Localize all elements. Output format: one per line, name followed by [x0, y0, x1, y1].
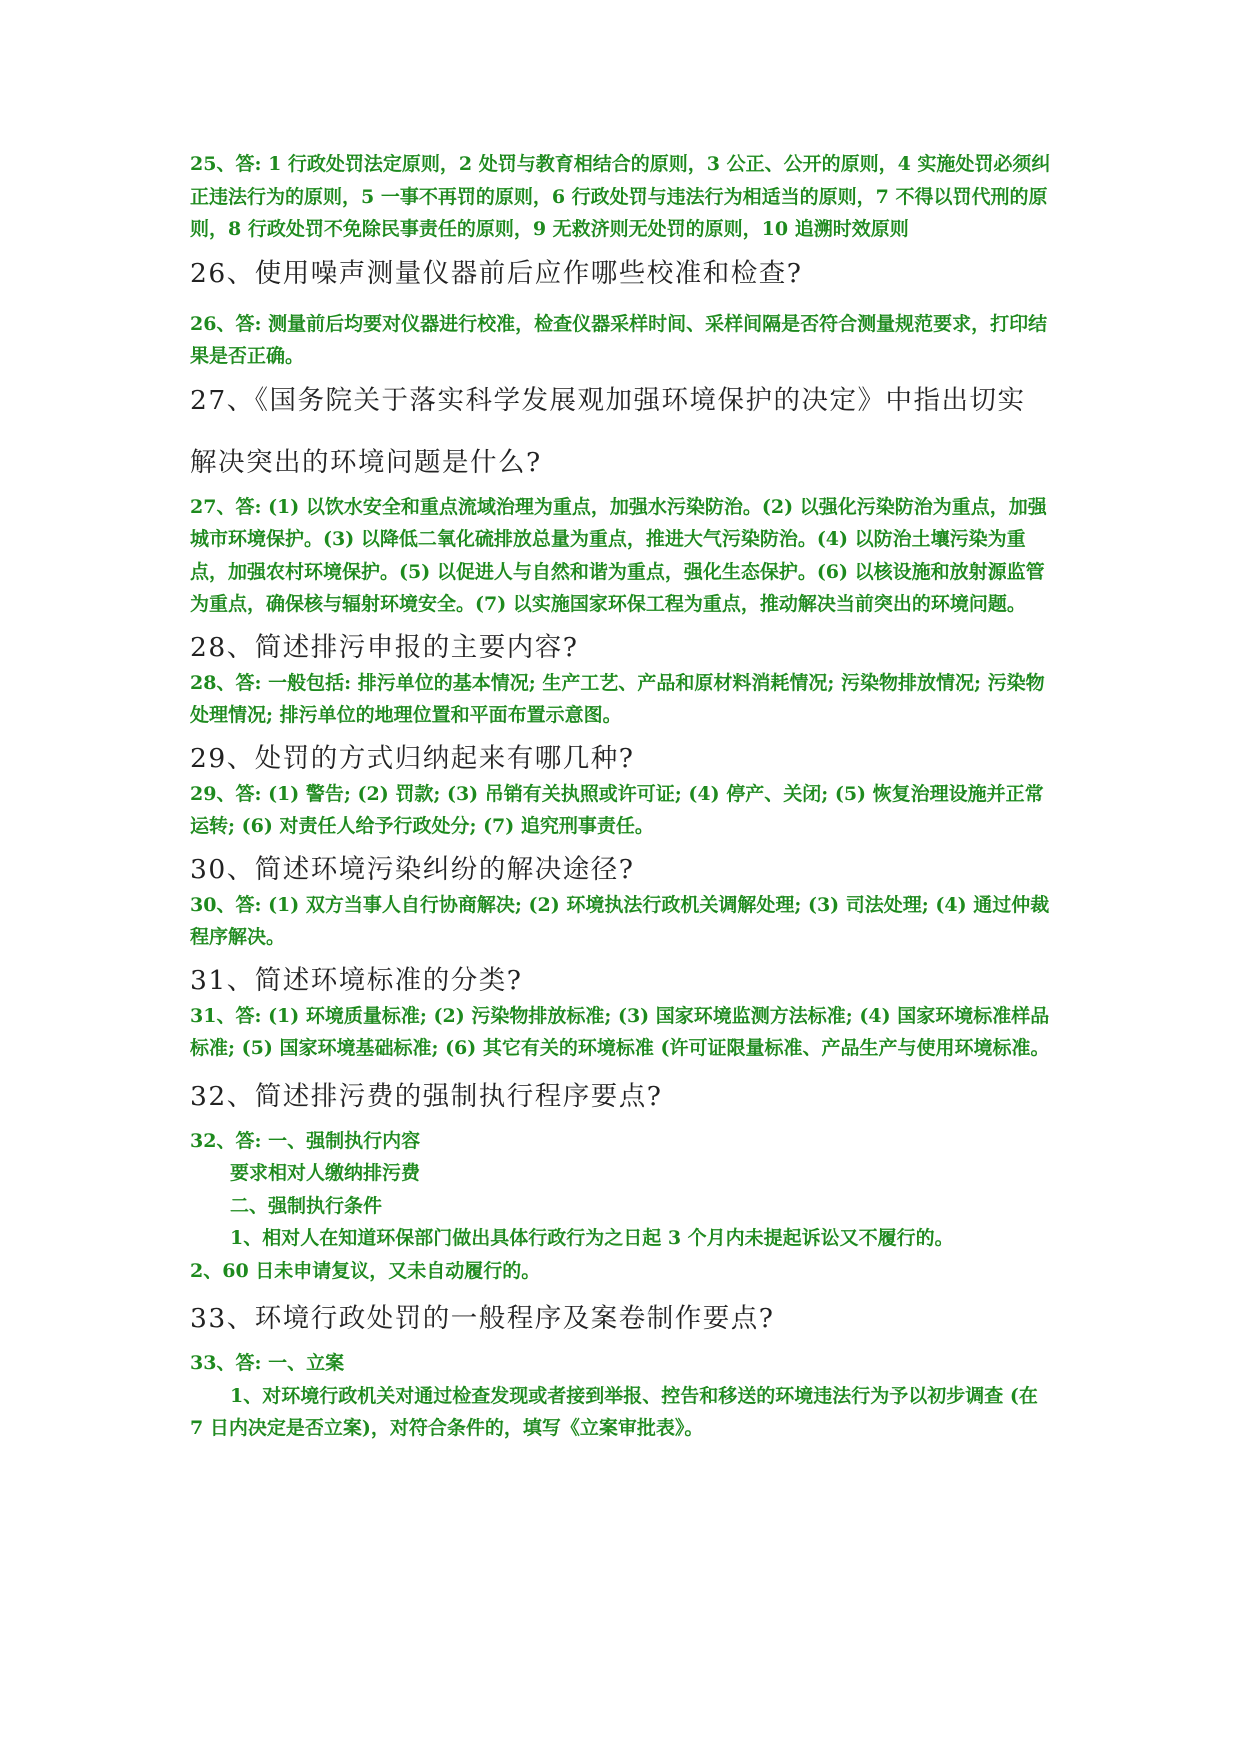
answer-26: 26、答: 测量前后均要对仪器进行校准，检查仪器采样时间、采样间隔是否符合测量规范要求，打印结果是否正确。 [190, 312, 1048, 367]
answer-32-condition-1: 1、相对人在知道环保部门做出具体行政行为之日起 3 个月内未提起诉讼又不履行的。 [230, 1227, 954, 1249]
question-30: 30、简述环境污染纠纷的解决途径? [190, 853, 635, 885]
answer-27: 27、答: (1) 以饮水安全和重点流域治理为重点，加强水污染防治。(2) 以强化污染防治为重点，加强城市环境保护。(3) 以降低二氧化硫排放总量为重点，推进大气污染防治。(4) 以防治土壤污染为重点，加强农村环境保护。(5) 以促进人与自然和谐为重点，强化生态保护。(6) 以核设施和放射源监管为重点，确保核与辐射环境安全。(7) 以实施国家环保工程为重点，推动解决当前突出的环境问题。 [190, 495, 1047, 615]
answer-30: 30、答: (1) 双方当事人自行协商解决; (2) 环境执法行政机关调解处理; (3) 司法处理; (4) 通过仲裁程序解决。 [190, 893, 1050, 948]
question-29: 29、处罚的方式归纳起来有哪几种? [190, 742, 635, 774]
answer-32-condition-2: 2、60 日未申请复议，又未自动履行的。 [190, 1259, 541, 1282]
question-32: 32、简述排污费的强制执行程序要点? [190, 1080, 663, 1112]
answer-29: 29、答: (1) 警告; (2) 罚款; (3) 吊销有关执照或许可证; (4) 停产、关闭; (5) 恢复治理设施并正常运转; (6) 对责任人给予行政处分; (7) 追究刑事责任。 [190, 782, 1044, 837]
question-27-line1: 27、《国务院关于落实科学发展观加强环境保护的决定》中指出切实 [190, 384, 1026, 416]
question-27-line2: 解决突出的环境问题是什么? [190, 446, 542, 478]
answer-32-subheading: 二、强制执行条件 [230, 1194, 383, 1217]
question-28: 28、简述排污申报的主要内容? [190, 631, 579, 663]
question-31: 31、简述环境标准的分类? [190, 964, 523, 996]
document-page [190, 148, 1056, 1445]
question-26: 26、使用噪声测量仪器前后应作哪些校准和检查? [190, 257, 803, 289]
answer-33-step-1: 1、对环境行政机关对通过检查发现或者接到举报、控告和移送的环境违法行为予以初步调查 (在 7 日内决定是否立案)，对符合条件的，填写《立案审批表》。 [190, 1384, 1038, 1439]
answer-33-heading: 33、答: 一、立案 [190, 1352, 345, 1374]
answer-32-content: 要求相对人缴纳排污费 [230, 1162, 421, 1184]
answer-28: 28、答: 一般包括: 排污单位的基本情况; 生产工艺、产品和原材料消耗情况; 污染物排放情况; 污染物处理情况; 排污单位的地理位置和平面布置示意图。 [190, 671, 1045, 726]
question-33: 33、环境行政处罚的一般程序及案卷制作要点? [190, 1303, 775, 1334]
answer-31: 31、答: (1) 环境质量标准; (2) 污染物排放标准; (3) 国家环境监测方法标准; (4) 国家环境标准样品标准; (5) 国家环境基础标准; (6) 其它有关的环境标准 (许可证限量标准、产品生产与使用环境标准。 [190, 1004, 1050, 1059]
answer-32-heading: 32、答: 一、强制执行内容 [190, 1129, 421, 1152]
answer-25: 25、答: 1 行政处罚法定原则，2 处罚与教育相结合的原则，3 公正、公开的原则，4 实施处罚必须纠正违法行为的原则，5 一事不再罚的原则，6 行政处罚与违法行为相适当的原则，7 不得以罚代刑的原则，8 行政处罚不免除民事责任的原则，9 无救济则无处罚的原则，10 追溯时效原则 [190, 153, 1051, 240]
